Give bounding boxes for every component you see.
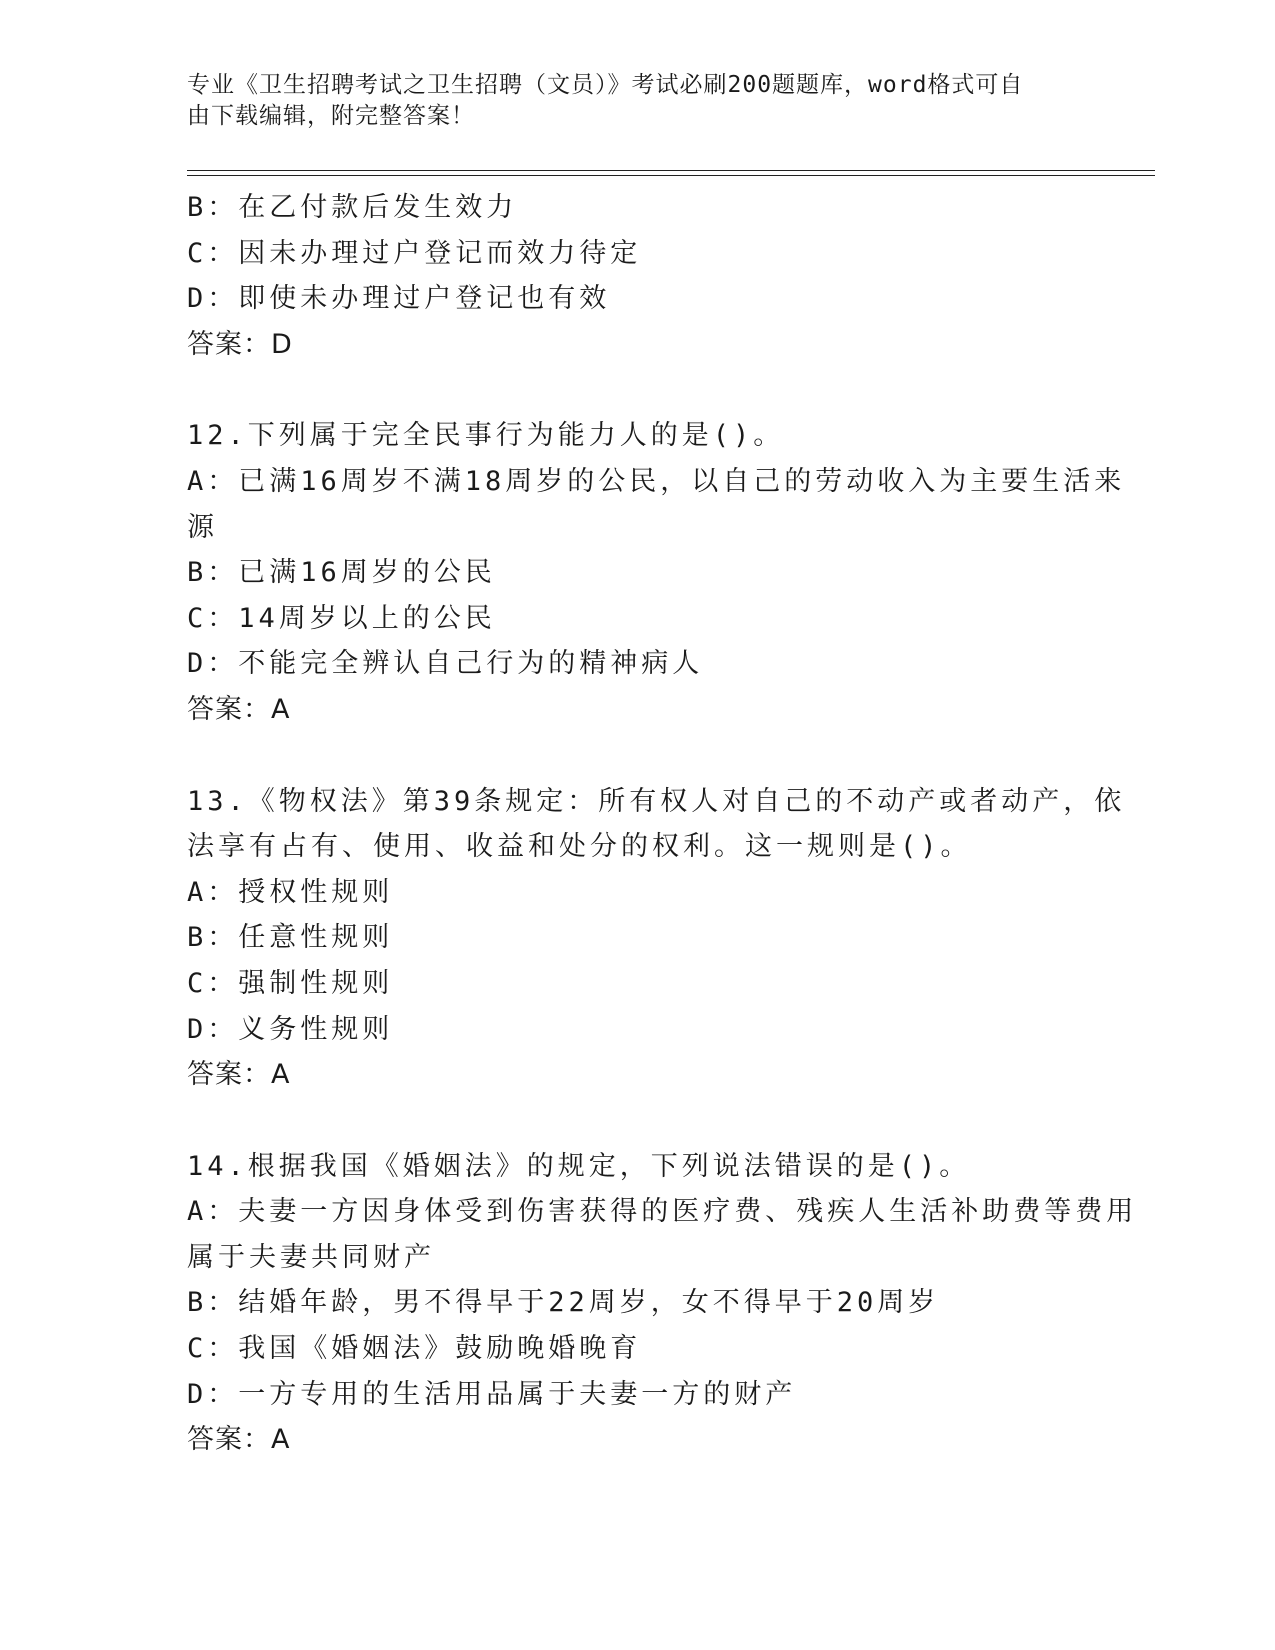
header-rule-bottom — [187, 175, 1155, 176]
option-b: B：任意性规则 — [187, 922, 394, 954]
question-stem-line-2: 法享有占有、使用、收益和处分的权利。这一规则是()。 — [187, 831, 972, 863]
option-c: C：因未办理过户登记而效力待定 — [187, 237, 642, 269]
option-d: D：不能完全辨认自己行为的精神病人 — [187, 648, 704, 680]
option-d: D：义务性规则 — [187, 1013, 394, 1045]
question-stem: 12.下列属于完全民事行为能力人的是()。 — [187, 420, 785, 452]
option-a-line-2: 属于夫妻共同财产 — [187, 1241, 435, 1273]
question-stem-line-1: 13.《物权法》第39条规定：所有权人对自己的不动产或者动产，依 — [187, 785, 1126, 817]
question-11-tail — [187, 185, 1087, 367]
option-a-line-2: 源 — [187, 511, 218, 543]
option-d: D：一方专用的生活用品属于夫妻一方的财产 — [187, 1378, 797, 1410]
header-rule-top — [187, 170, 1155, 171]
option-d: D：即使未办理过户登记也有效 — [187, 283, 611, 315]
option-c: C：我国《婚姻法》鼓励晚婚晚育 — [187, 1333, 642, 1365]
option-a-line-1: A：夫妻一方因身体受到伤害获得的医疗费、残疾人生活补助费等费用 — [187, 1196, 1138, 1228]
option-c: C：强制性规则 — [187, 967, 394, 999]
answer: 答案：A — [187, 693, 291, 725]
option-b: B：已满16周岁的公民 — [187, 557, 496, 589]
answer: 答案：A — [187, 1059, 291, 1091]
question-list — [187, 185, 1138, 1463]
option-a: A：授权性规则 — [187, 876, 394, 908]
answer: 答案：D — [187, 328, 293, 360]
question-14 — [187, 1144, 1138, 1463]
option-c: C：14周岁以上的公民 — [187, 602, 496, 634]
document-header — [187, 70, 1067, 132]
question-13 — [187, 779, 1126, 1098]
question-12 — [187, 413, 1126, 732]
option-b: B：在乙付款后发生效力 — [187, 192, 518, 223]
answer: 答案：A — [187, 1424, 291, 1456]
option-a-line-1: A：已满16周岁不满18周岁的公民，以自己的劳动收入为主要生活来 — [187, 465, 1126, 497]
question-stem: 14.根据我国《婚姻法》的规定，下列说法错误的是()。 — [187, 1150, 971, 1182]
option-b: B：结婚年龄，男不得早于22周岁，女不得早于20周岁 — [187, 1287, 940, 1319]
header-line-1: 专业《卫生招聘考试之卫生招聘（文员）》考试必刷200题题库，word格式可自 — [187, 72, 1024, 98]
header-line-2: 由下载编辑，附完整答案！ — [187, 103, 475, 129]
